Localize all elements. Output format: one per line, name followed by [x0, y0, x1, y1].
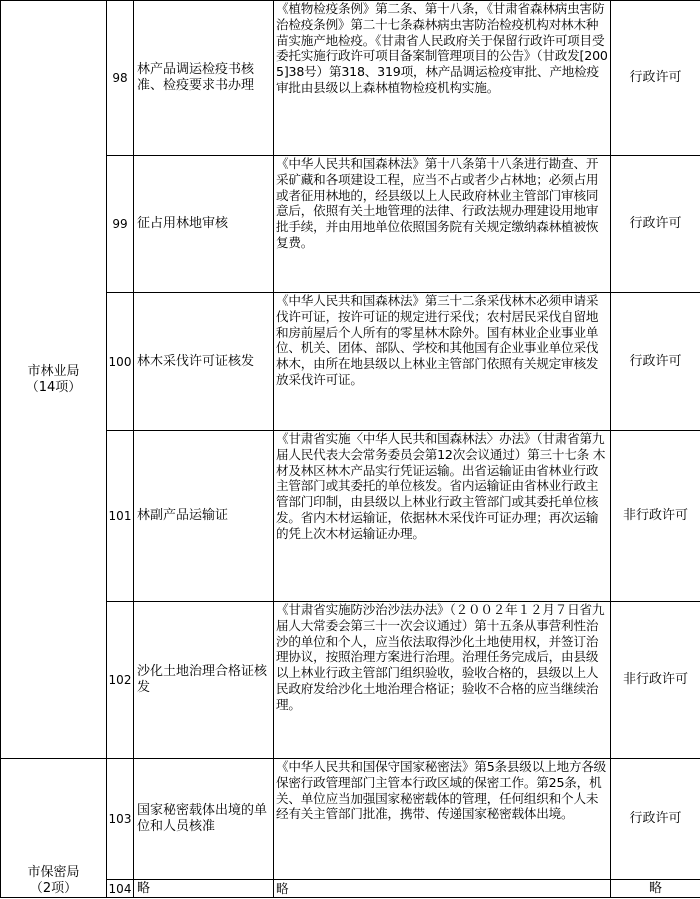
- item-name: 林副产品运输证: [134, 431, 274, 602]
- legal-basis: [274, 602, 611, 759]
- item-name: 略: [134, 880, 274, 898]
- legal-basis-text: 《甘肃省实施防沙治沙法办法》（２００２年１２月７日省九届人大常委会第三十一次会议通过）第十五条从事营利性治沙的单位和个人，应当依法取得沙化土地使用权，并签订治理协议，按照治理方案进行治理。治理任务完成后，由县级以上林业行政主管部门组织验收，验收合格的，县级以上人民政府发给沙化土地治理合格证；验收不合格的应当继续治理。: [276, 602, 605, 712]
- item-type: 略: [611, 880, 700, 898]
- item-name: 国家秘密载体出境的单位和人员核准: [134, 759, 274, 880]
- row-number: 103: [107, 759, 134, 880]
- legal-basis-text: 《中华人民共和国森林法》第三十二条采伐林木必须申请采伐许可证，按许可证的规定进行采伐；农村居民采伐自留地和房前屋后个人所有的零星林木除外。国有林业企业事业单位、机关、团体、部队、学校和其他国有企业事业单位采伐林木，由所在地县级以上林业主管部门依照有关规定审核发放采伐许可证。: [276, 293, 599, 387]
- legal-basis-text: 《植物检疫条例》第二条、第十八条，《甘肃省森林病虫害防治检疫条例》第二十七条森林病虫害防治检疫机构对林木种苗实施产地检疫。《甘肃省人民政府关于保留行政许可项目受委托实施行政许可项目备案制管理项目的公告》（甘政发[2005]38号）第318、319项，林产品调运检疫审批、产地检疫审批由县级以上森林植物检疫机构实施。: [276, 1, 608, 95]
- legal-basis-text: 《中华人民共和国森林法》第十八条第十八条进行勘查、开采矿藏和各项建设工程，应当不占或者少占林地；必须占用或者征用林地的，经县级以上人民政府林业主管部门审核同意后，依照有关土地管理的法律、行政法规办理建设用地审批手续，并由用地单位依照国务院有关规定缴纳森林植被恢复费。: [276, 156, 599, 250]
- legal-basis-text: 《中华人民共和国保守国家秘密法》第5条县级以上地方各级保密行政管理部门主管本行政区域的保密工作。第25条，机关、单位应当加强国家秘密载体的管理，任何组织和个人未经有关主管部门批准，携带、传递国家秘密载体出境。: [276, 759, 607, 822]
- department-cell: [1, 759, 107, 898]
- item-type: 非行政许可: [611, 431, 700, 602]
- legal-basis: [274, 759, 611, 880]
- table-row: [1, 759, 700, 880]
- table-row: [1, 1, 700, 156]
- item-name: 沙化土地治理合格证核发: [134, 602, 274, 759]
- department-name: 市保密局: [27, 865, 80, 880]
- item-type: 行政许可: [611, 1, 700, 156]
- legal-basis: [274, 1, 611, 156]
- legal-basis-text: 《甘肃省实施〈中华人民共和国森林法〉办法》（甘肃省第九届人民代表大会常务委员会第12次会议通过）第三十七条 木材及林区林木产品实行凭证运输。出省运输证由省林业行政主管部门或其委托的单位核发。省内运输证由省林业行政主管部门印制，由县级以上林业行政主管部门或其委托单位核发。省内木材运输证，依据林木采伐许可证办理；再次运输的凭上次木材运输证办理。: [276, 431, 606, 541]
- row-number: 102: [107, 602, 134, 759]
- row-number: 100: [107, 293, 134, 431]
- row-number: 101: [107, 431, 134, 602]
- item-name: 林木采伐许可证核发: [134, 293, 274, 431]
- row-number: 99: [107, 156, 134, 293]
- item-type: 行政许可: [611, 293, 700, 431]
- legal-basis-text: 略: [276, 880, 289, 896]
- department-count: （2项）: [29, 881, 78, 896]
- row-number: 98: [107, 1, 134, 156]
- legal-basis: [274, 880, 611, 898]
- row-number: 104: [107, 880, 134, 898]
- item-name: 林产品调运检疫书核准、检疫要求书办理: [134, 1, 274, 156]
- item-type: 行政许可: [611, 156, 700, 293]
- item-name: 征占用林地审核: [134, 156, 274, 293]
- item-type: 非行政许可: [611, 602, 700, 759]
- legal-basis: [274, 431, 611, 602]
- department-cell: [1, 1, 107, 759]
- department-name: 市林业局: [27, 363, 80, 379]
- legal-basis: [274, 293, 611, 431]
- item-type: 行政许可: [611, 759, 700, 880]
- legal-basis: [274, 156, 611, 293]
- department-count: （14项）: [25, 379, 82, 395]
